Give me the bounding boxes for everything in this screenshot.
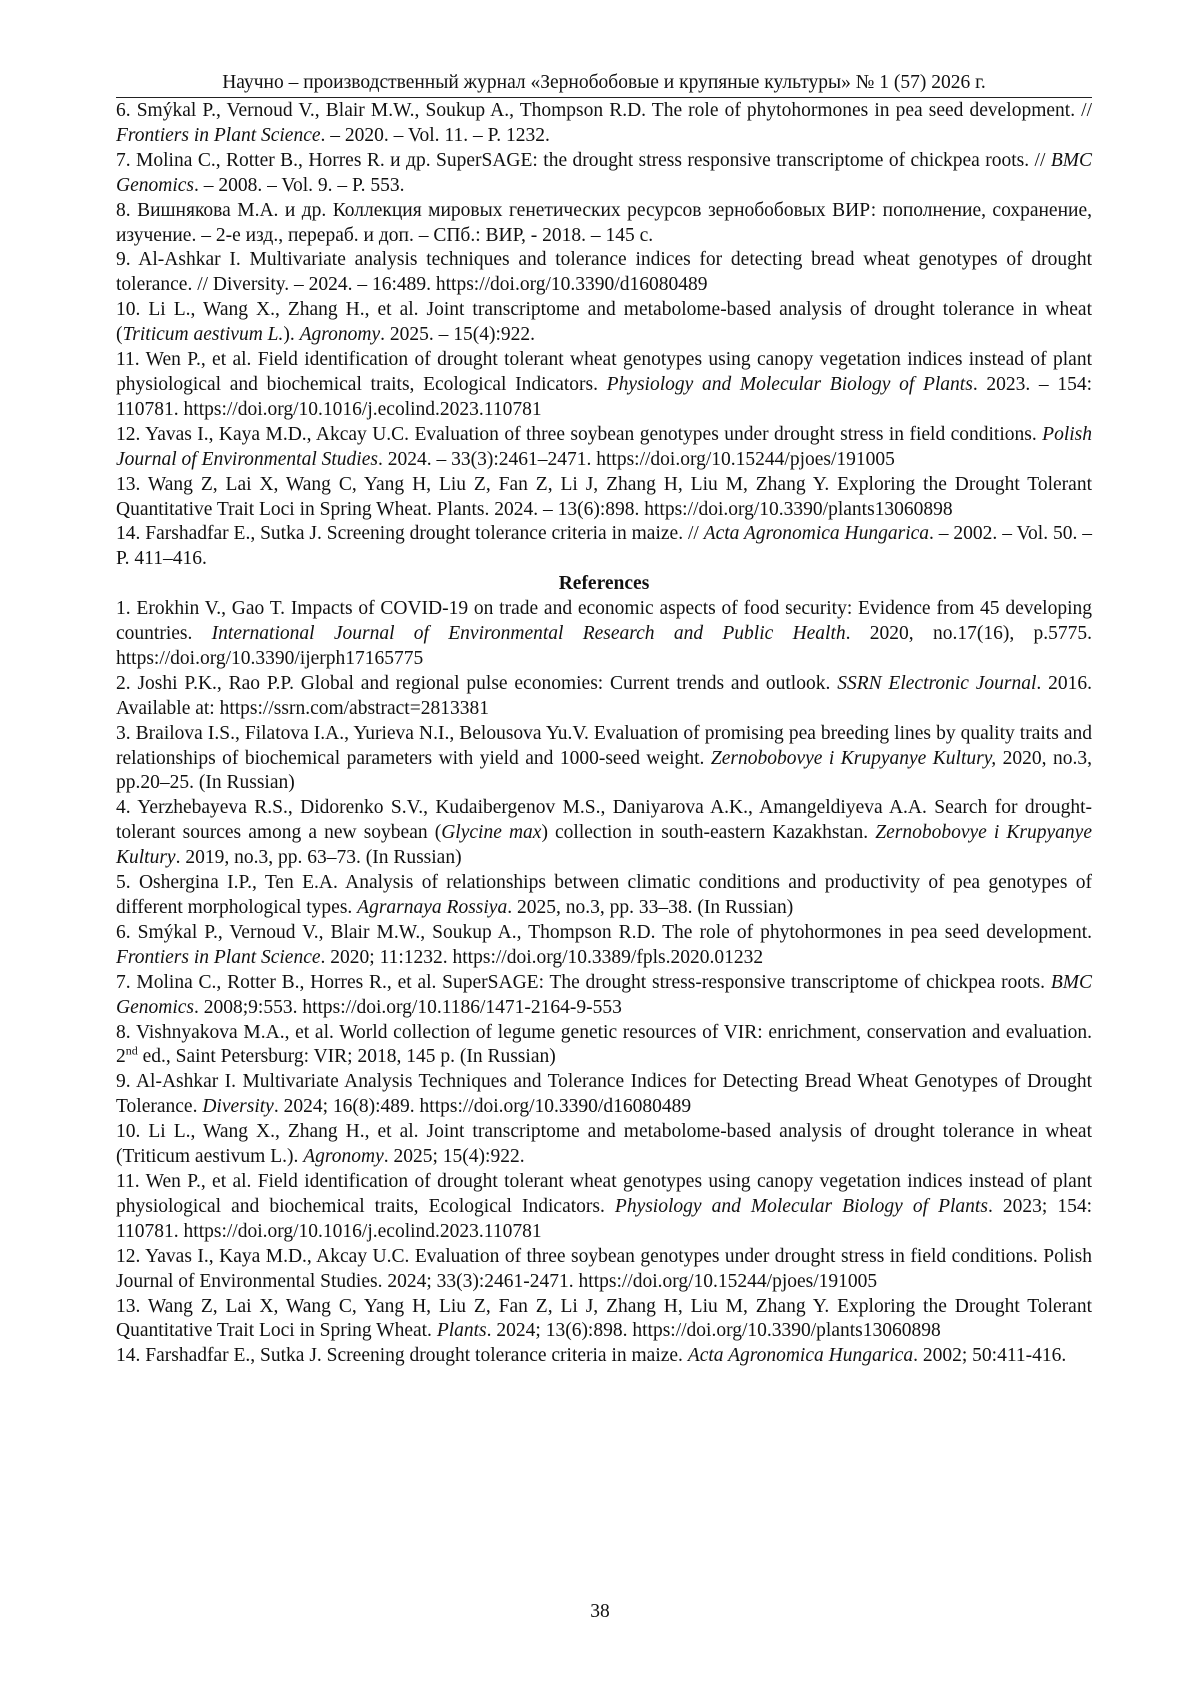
- reference-entry: [116, 1021, 1092, 1071]
- reference-entry: [116, 1295, 1092, 1345]
- reference-entry: [116, 921, 1092, 971]
- reference-entry: [116, 672, 1092, 722]
- reference-text: 9. Al-Ashkar I. Multivariate Analysis Techniques and Tolerance Indices for Detecting Bread Wheat Genotypes of Drought Tolerance.: [116, 1071, 1092, 1118]
- reference-entry: [116, 199, 1092, 249]
- reference-text: . 2024; 16(8):489. https://doi.org/10.3390/d16080489: [273, 1096, 692, 1118]
- reference-text: 14. Farshadfar E., Sutka J. Screening drought tolerance criteria in maize.: [116, 1345, 688, 1367]
- reference-text: . 2025, no.3, pp. 33–38. (In Russian): [507, 897, 794, 918]
- reference-text: 9. Al-Ashkar I. Multivariate analysis techniques and tolerance indices for detecting bread wheat genotypes of drought tolerance. // Diversity. – 2024. – 16:489. https://doi.org/10.3390/d16080489: [116, 249, 1092, 296]
- reference-entry: [116, 597, 1092, 672]
- reference-text: . 2023. – 154: 110781. https://doi.org/10.1016/j.ecolind.2023.110781: [116, 373, 1093, 420]
- reference-italic-text: Physiology and Molecular Biology of Plants: [614, 1195, 988, 1217]
- reference-italic-text: Frontiers in Plant Science: [116, 946, 321, 968]
- reference-italic-text: Agrarnaya Rossiya: [357, 897, 508, 918]
- reference-entry: [116, 99, 1092, 149]
- reference-text: 10. Li L., Wang X., Zhang H., et al. Joint transcriptome and metabolome-based analysis of drought tolerance in wheat (: [116, 299, 1092, 346]
- reference-entry: [116, 1344, 1092, 1369]
- reference-text: 11. Wen P., et al. Field identification of drought tolerant wheat genotypes using canopy vegetation indices instead of plant physiological and biochemical traits, Ecological Indicators.: [116, 1170, 1092, 1217]
- reference-text: . 2008;9:553. https://doi.org/10.1186/1471-2164-9-553: [193, 996, 622, 1018]
- reference-italic-text: Glycine max: [441, 822, 542, 844]
- reference-entry: [116, 248, 1092, 298]
- reference-text: 6. Smýkal P., Vernoud V., Blair M.W., Soukup A., Thompson R.D. The role of phytohormones in pea seed development. //: [116, 100, 1092, 121]
- reference-text: 6. Smýkal P., Vernoud V., Blair M.W., Soukup A., Thompson R.D. The role of phytohormones in pea seed development.: [116, 921, 1092, 943]
- reference-italic-text: Polish Journal of Environmental Studies: [116, 423, 1092, 470]
- reference-text: 7. Molina C., Rotter B., Horres R. и др. SuperSAGE: the drought stress responsive transcriptome of chickpea roots. //: [116, 149, 1051, 171]
- reference-text: . 2019, no.3, pp. 63–73. (In Russian): [175, 847, 462, 869]
- reference-text: ) collection in south-eastern Kazakhstan.: [541, 822, 876, 844]
- reference-text: . 2002; 50:411-416.: [913, 1345, 1067, 1367]
- reference-text: 2020, no.3, pp.20–25. (In Russian): [116, 747, 1093, 794]
- reference-entry: [116, 1120, 1092, 1170]
- reference-entry: [116, 871, 1092, 921]
- journal-page: [116, 70, 1092, 1369]
- reference-text: . 2020, no.17(16), p.5775. https://doi.org/10.3390/ijerph17165775: [116, 623, 1092, 669]
- reference-italic-text: Plants: [436, 1320, 487, 1342]
- reference-text: 13. Wang Z, Lai X, Wang C, Yang H, Liu Z, Fan Z, Li J, Zhang H, Liu M, Zhang Y. Exploring the Drought Tolerant Quantitative Trait Loci in Spring Wheat.: [116, 1295, 1092, 1342]
- reference-italic-text: Acta Agronomica Hungarica: [687, 1345, 914, 1367]
- reference-text: 5. Oshergina I.P., Ten E.A. Analysis of relationships between climatic conditions and productivity of pea genotypes of different morphological types.: [116, 872, 1092, 918]
- reference-text: . – 2002. – Vol. 50. – P. 411–416.: [116, 523, 1092, 570]
- reference-italic-text: Triticum aestivum L.: [122, 324, 284, 346]
- reference-italic-text: Zernobobovye i Krupyanye Kultury: [116, 822, 1092, 869]
- reference-entry: [116, 796, 1092, 871]
- page-number: 38: [590, 1601, 610, 1622]
- reference-entry: [116, 348, 1092, 423]
- reference-entry: [116, 522, 1092, 572]
- references-heading: References: [558, 573, 650, 595]
- reference-entry: [116, 473, 1092, 523]
- reference-text: . 2023; 154: 110781. https://doi.org/10.1016/j.ecolind.2023.110781: [116, 1195, 1092, 1242]
- reference-text: ed., Saint Petersburg: VIR; 2018, 145 p. (In Russian): [137, 1046, 556, 1068]
- reference-text: ).: [283, 324, 300, 346]
- reference-entry: [116, 149, 1092, 199]
- reference-italic-text: International Journal of Environmental Research and Public Health: [211, 623, 846, 645]
- russian-reference-list: [116, 99, 1092, 572]
- reference-entry: [116, 1245, 1092, 1295]
- reference-text: 8. Vishnyakova M.A., et al. World collection of legume genetic resources of VIR: enrichment, conservation and evaluation. 2: [116, 1021, 1092, 1068]
- reference-italic-text: Acta Agronomica Hungarica: [703, 523, 930, 545]
- reference-entry: [116, 298, 1092, 348]
- reference-text: . 2025; 15(4):922.: [383, 1146, 525, 1168]
- reference-text: 12. Yavas I., Kaya M.D., Akcay U.C. Evaluation of three soybean genotypes under drought stress in field conditions.: [116, 423, 1043, 445]
- reference-italic-text: Diversity: [202, 1096, 274, 1118]
- reference-text: . 2025. – 15(4):922.: [380, 324, 536, 346]
- reference-text: . 2024. – 33(3):2461–2471. https://doi.org/10.15244/pjoes/191005: [377, 448, 895, 470]
- reference-entry: [116, 722, 1092, 797]
- reference-italic-text: Frontiers in Plant Science: [116, 124, 321, 146]
- english-reference-list: [116, 597, 1092, 1369]
- reference-text: 4. Yerzhebayeva R.S., Didorenko S.V., Kudaibergenov M.S., Daniyarova A.K., Amangeldiyeva A.A. Search for drought-tolerant sources among a new soybean (: [116, 797, 1092, 844]
- reference-text: 10. Li L., Wang X., Zhang H., et al. Joint transcriptome and metabolome-based analysis of drought tolerance in wheat (Triticum aestivum L.).: [116, 1121, 1092, 1168]
- reference-italic-text: SSRN Electronic Journal: [837, 672, 1037, 694]
- reference-entry: [116, 1070, 1092, 1120]
- running-header: Научно – производственный журнал «Зернобобовые и крупяные культуры» № 1 (57) 2026 г.: [116, 70, 1092, 98]
- reference-text: 8. Вишнякова М.А. и др. Коллекция мировых генетических ресурсов зернобобовых ВИР: пополнение, сохранение, изучение. – 2-е изд., перераб. и доп. – СПб.: ВИР, - 2018. – 145 с.: [116, 199, 1092, 246]
- reference-text: 3. Brailova I.S., Filatova I.A., Yurieva N.I., Belousova Yu.V. Evaluation of promising pea breeding lines by quality traits and relationships of biochemical parameters with yield and 1000-seed weight.: [116, 722, 1092, 769]
- reference-text: 11. Wen P., et al. Field identification of drought tolerant wheat genotypes using canopy vegetation indices instead of plant physiological and biochemical traits, Ecological Indicators.: [116, 349, 1092, 395]
- reference-text: . – 2020. – Vol. 11. – P. 1232.: [320, 124, 550, 146]
- reference-entry: [116, 423, 1092, 473]
- reference-text: 7. Molina C., Rotter B., Horres R., et al. SuperSAGE: The drought stress-responsive transcriptome of chickpea roots.: [116, 971, 1051, 993]
- reference-italic-text: BMC Genomics: [116, 971, 1092, 1018]
- reference-italic-text: Agronomy: [303, 1146, 384, 1168]
- reference-text: . 2020; 11:1232. https://doi.org/10.3389/fpls.2020.01232: [320, 946, 764, 968]
- reference-text: . 2016. Available at: https://ssrn.com/abstract=2813381: [116, 672, 1093, 719]
- reference-italic-text: BMC Genomics: [116, 149, 1092, 196]
- reference-text: . 2024; 13(6):898. https://doi.org/10.3390/plants13060898: [486, 1320, 941, 1342]
- reference-text: . – 2008. – Vol. 9. – P. 553.: [193, 174, 405, 196]
- reference-italic-text: Agronomy: [299, 324, 381, 346]
- reference-entry: [116, 1170, 1092, 1245]
- reference-text: 12. Yavas I., Kaya M.D., Akcay U.C. Evaluation of three soybean genotypes under drought stress in field conditions. Polish Journal of Environmental Studies. 2024; 33(3):2461-2471. https://doi.org/10.15244/pjoes/191005: [116, 1245, 1092, 1292]
- reference-text: 2. Joshi P.K., Rao P.P. Global and regional pulse economies: Current trends and outlook.: [116, 672, 838, 694]
- reference-superscript: nd: [125, 1043, 138, 1058]
- reference-italic-text: Zernobobovye i Krupyanye Kultury,: [710, 747, 997, 769]
- reference-text: 1. Erokhin V., Gao T. Impacts of COVID-19 on trade and economic aspects of food security: Evidence from 45 developing countries.: [116, 598, 1092, 645]
- reference-text: 14. Farshadfar E., Sutka J. Screening drought tolerance criteria in maize. //: [116, 523, 704, 545]
- reference-text: 13. Wang Z, Lai X, Wang C, Yang H, Liu Z, Fan Z, Li J, Zhang H, Liu M, Zhang Y. Exploring the Drought Tolerant Quantitative Trait Loci in Spring Wheat. Plants. 2024. – 13(6):898. https://doi.org/10.3390/plants13060898: [116, 473, 1092, 520]
- reference-entry: [116, 971, 1092, 1021]
- reference-italic-text: Physiology and Molecular Biology of Plants: [606, 373, 973, 395]
